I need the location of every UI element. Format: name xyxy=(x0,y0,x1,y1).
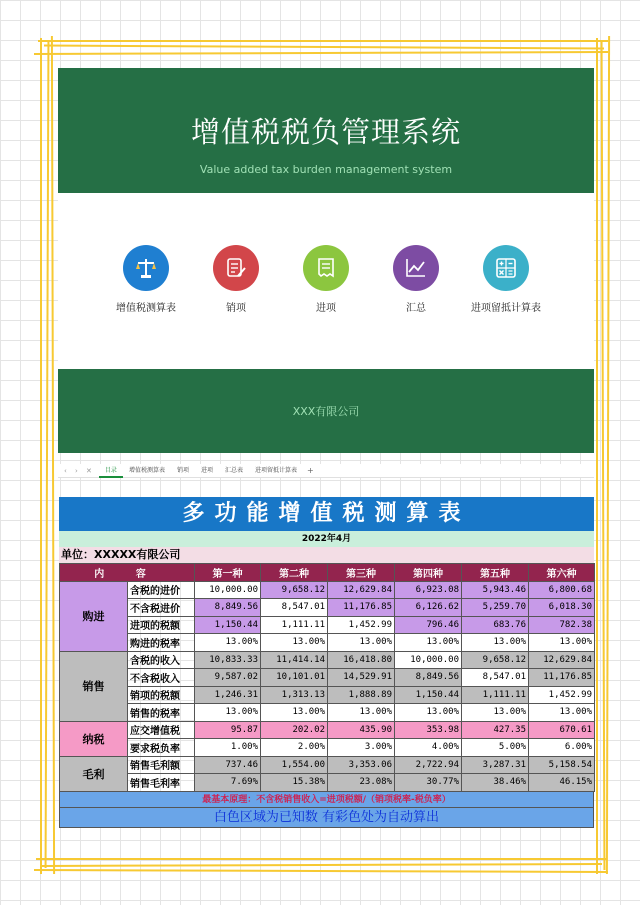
value-cell[interactable]: 202.02 xyxy=(261,721,328,739)
value-cell[interactable]: 14,529.91 xyxy=(328,669,395,687)
nav-sales-button[interactable] xyxy=(186,245,286,314)
value-cell[interactable]: 13.00% xyxy=(395,704,462,722)
value-cell[interactable]: 23.08% xyxy=(328,774,395,792)
value-cell[interactable]: 3,353.06 xyxy=(328,756,395,774)
row-label: 含税的收入 xyxy=(128,651,195,669)
value-cell[interactable]: 3,287.31 xyxy=(462,756,529,774)
value-cell[interactable]: 11,176.85 xyxy=(328,599,395,617)
value-cell[interactable]: 13.00% xyxy=(529,634,595,652)
value-cell[interactable]: 11,414.14 xyxy=(261,651,328,669)
table-row xyxy=(60,616,595,634)
value-cell[interactable]: 2.00% xyxy=(261,739,328,757)
value-cell[interactable]: 6,018.30 xyxy=(529,599,595,617)
calc-table xyxy=(59,563,595,792)
value-cell[interactable]: 13.00% xyxy=(395,634,462,652)
column-header: 第二种 xyxy=(261,564,328,582)
row-label: 不含税进价 xyxy=(128,599,195,617)
value-cell[interactable]: 13.00% xyxy=(195,634,261,652)
value-cell[interactable]: 16,418.80 xyxy=(328,651,395,669)
legend-note: 白色区域为已知数 有彩色处为自动算出 xyxy=(59,808,594,828)
value-cell[interactable]: 6,923.08 xyxy=(395,581,462,599)
tab-purchase[interactable]: 进项 xyxy=(200,466,213,474)
value-cell[interactable]: 8,547.01 xyxy=(261,599,328,617)
value-cell[interactable]: 683.76 xyxy=(462,616,529,634)
value-cell[interactable]: 9,658.12 xyxy=(462,651,529,669)
table-row xyxy=(60,721,595,739)
value-cell[interactable]: 30.77% xyxy=(395,774,462,792)
value-cell[interactable]: 1,313.13 xyxy=(261,686,328,704)
table-row xyxy=(60,704,595,722)
value-cell[interactable]: 6,800.68 xyxy=(529,581,595,599)
value-cell[interactable]: 737.46 xyxy=(195,756,261,774)
app-title: 增值税税负管理系统 xyxy=(190,115,461,149)
nav-vat-calc-button[interactable] xyxy=(96,245,196,314)
value-cell[interactable]: 1,554.00 xyxy=(261,756,328,774)
value-cell[interactable]: 1.00% xyxy=(195,739,261,757)
nav-label: 汇总 xyxy=(406,303,426,314)
value-cell[interactable]: 9,658.12 xyxy=(261,581,328,599)
value-cell[interactable]: 9,587.02 xyxy=(195,669,261,687)
value-cell[interactable]: 10,000.00 xyxy=(395,651,462,669)
value-cell[interactable]: 11,176.85 xyxy=(529,669,595,687)
value-cell[interactable]: 435.90 xyxy=(328,721,395,739)
nav-label: 进项留抵计算表 xyxy=(471,303,541,314)
calculator-icon xyxy=(483,245,529,291)
table-row xyxy=(60,669,595,687)
value-cell[interactable]: 10,000.00 xyxy=(195,581,261,599)
column-header: 第五种 xyxy=(462,564,529,582)
row-label: 含税的进价 xyxy=(128,581,195,599)
value-cell[interactable]: 1,246.31 xyxy=(195,686,261,704)
sheet-date: 2022年4月 xyxy=(59,531,594,547)
tab-catalog[interactable]: 目录 xyxy=(99,464,123,478)
table-row xyxy=(60,756,595,774)
tab-sales[interactable]: 销项 xyxy=(176,466,189,474)
value-cell[interactable]: 782.38 xyxy=(529,616,595,634)
group-label: 购进 xyxy=(60,581,128,651)
row-label: 不含税收入 xyxy=(128,669,195,687)
table-row xyxy=(60,599,595,617)
value-cell[interactable]: 95.87 xyxy=(195,721,261,739)
nav-purchase-button[interactable] xyxy=(276,245,376,314)
value-cell[interactable]: 5,158.54 xyxy=(529,756,595,774)
row-label: 应交增值税 xyxy=(128,721,195,739)
nav-label: 销项 xyxy=(226,303,246,314)
vat-calc-sheet xyxy=(59,497,594,828)
value-cell[interactable]: 13.00% xyxy=(529,704,595,722)
value-cell[interactable]: 6,126.62 xyxy=(395,599,462,617)
tab-summary[interactable]: 汇总表 xyxy=(224,466,243,474)
dashboard-card xyxy=(58,68,594,418)
column-header: 第四种 xyxy=(395,564,462,582)
row-label: 销项的税额 xyxy=(128,686,195,704)
nav-label: 进项 xyxy=(316,303,336,314)
value-cell[interactable]: 15.38% xyxy=(261,774,328,792)
value-cell[interactable]: 13.00% xyxy=(462,704,529,722)
value-cell[interactable]: 13.00% xyxy=(261,704,328,722)
table-row xyxy=(60,634,595,652)
nav-input-credit-button[interactable] xyxy=(456,245,556,314)
value-cell[interactable]: 13.00% xyxy=(462,634,529,652)
company-name: XXX有限公司 xyxy=(292,405,360,418)
value-cell[interactable]: 353.98 xyxy=(395,721,462,739)
group-label: 纳税 xyxy=(60,721,128,756)
value-cell[interactable]: 3.00% xyxy=(328,739,395,757)
nav-summary-button[interactable] xyxy=(366,245,466,314)
value-cell[interactable]: 10,101.01 xyxy=(261,669,328,687)
value-cell[interactable]: 427.35 xyxy=(462,721,529,739)
column-header: 第一种 xyxy=(195,564,261,582)
column-header: 第三种 xyxy=(328,564,395,582)
value-cell[interactable]: 5,259.70 xyxy=(462,599,529,617)
group-label: 毛利 xyxy=(60,756,128,791)
value-cell[interactable]: 1,452.99 xyxy=(529,686,595,704)
value-cell[interactable]: 670.61 xyxy=(529,721,595,739)
row-label: 销售毛利率 xyxy=(128,774,195,792)
value-cell[interactable]: 5.00% xyxy=(462,739,529,757)
table-body xyxy=(60,581,595,791)
add-sheet-icon[interactable]: + xyxy=(307,466,314,475)
table-row xyxy=(60,686,595,704)
value-cell[interactable]: 8,849.56 xyxy=(195,599,261,617)
value-cell[interactable]: 1,150.44 xyxy=(395,686,462,704)
document-edit-icon xyxy=(213,245,259,291)
value-cell[interactable]: 1,150.44 xyxy=(195,616,261,634)
value-cell[interactable]: 38.46% xyxy=(462,774,529,792)
nav-label: 增值税测算表 xyxy=(116,303,176,314)
value-cell[interactable]: 5,943.46 xyxy=(462,581,529,599)
app-subtitle: Value added tax burden management system xyxy=(199,163,453,176)
column-header: 第六种 xyxy=(529,564,595,582)
company-footer xyxy=(58,369,594,453)
header-content-label: 内 容 xyxy=(60,564,195,582)
value-cell[interactable]: 13.00% xyxy=(328,704,395,722)
formula-note: 最基本原理：不含税销售收入=进项税额/（销项税率-税负率） xyxy=(59,792,594,808)
value-cell[interactable]: 13.00% xyxy=(261,634,328,652)
row-label: 销售毛利额 xyxy=(128,756,195,774)
value-cell[interactable]: 8,547.01 xyxy=(462,669,529,687)
tab-input-credit[interactable]: 进项留抵计算表 xyxy=(255,466,298,474)
value-cell[interactable]: 13.00% xyxy=(328,634,395,652)
row-label: 要求税负率 xyxy=(128,739,195,757)
table-row xyxy=(60,651,595,669)
tab-vat-calc[interactable]: 增值税测算表 xyxy=(128,466,165,474)
nav-icons-area xyxy=(58,193,594,369)
value-cell[interactable]: 4.00% xyxy=(395,739,462,757)
value-cell[interactable]: 7.69% xyxy=(195,774,261,792)
value-cell[interactable]: 12,629.84 xyxy=(529,651,595,669)
row-label: 进项的税额 xyxy=(128,616,195,634)
value-cell[interactable]: 8,849.56 xyxy=(395,669,462,687)
value-cell[interactable]: 10,833.33 xyxy=(195,651,261,669)
sheet-title: 多功能增值税测算表 xyxy=(59,497,594,531)
value-cell[interactable]: 12,629.84 xyxy=(328,581,395,599)
receipt-icon xyxy=(303,245,349,291)
row-label: 购进的税率 xyxy=(128,634,195,652)
sheet-unit: 单位：XXXXX有限公司 xyxy=(59,547,594,563)
scale-icon xyxy=(123,245,169,291)
value-cell[interactable]: 13.00% xyxy=(195,704,261,722)
sheet-tabbar xyxy=(58,464,594,478)
value-cell[interactable]: 1,111.11 xyxy=(261,616,328,634)
value-cell[interactable]: 1,452.99 xyxy=(328,616,395,634)
table-row xyxy=(60,774,595,792)
value-cell[interactable]: 6.00% xyxy=(529,739,595,757)
value-cell[interactable]: 1,111.11 xyxy=(462,686,529,704)
table-header-row xyxy=(60,564,595,582)
row-label: 销售的税率 xyxy=(128,704,195,722)
value-cell[interactable]: 2,722.94 xyxy=(395,756,462,774)
tab-scroll-arrows-icon[interactable]: ‹ › ✕ xyxy=(64,466,95,475)
value-cell[interactable]: 1,888.89 xyxy=(328,686,395,704)
table-row xyxy=(60,739,595,757)
header-banner xyxy=(58,68,594,193)
value-cell[interactable]: 46.15% xyxy=(529,774,595,792)
table-row xyxy=(60,581,595,599)
group-label: 销售 xyxy=(60,651,128,721)
value-cell[interactable]: 796.46 xyxy=(395,616,462,634)
line-chart-icon xyxy=(393,245,439,291)
